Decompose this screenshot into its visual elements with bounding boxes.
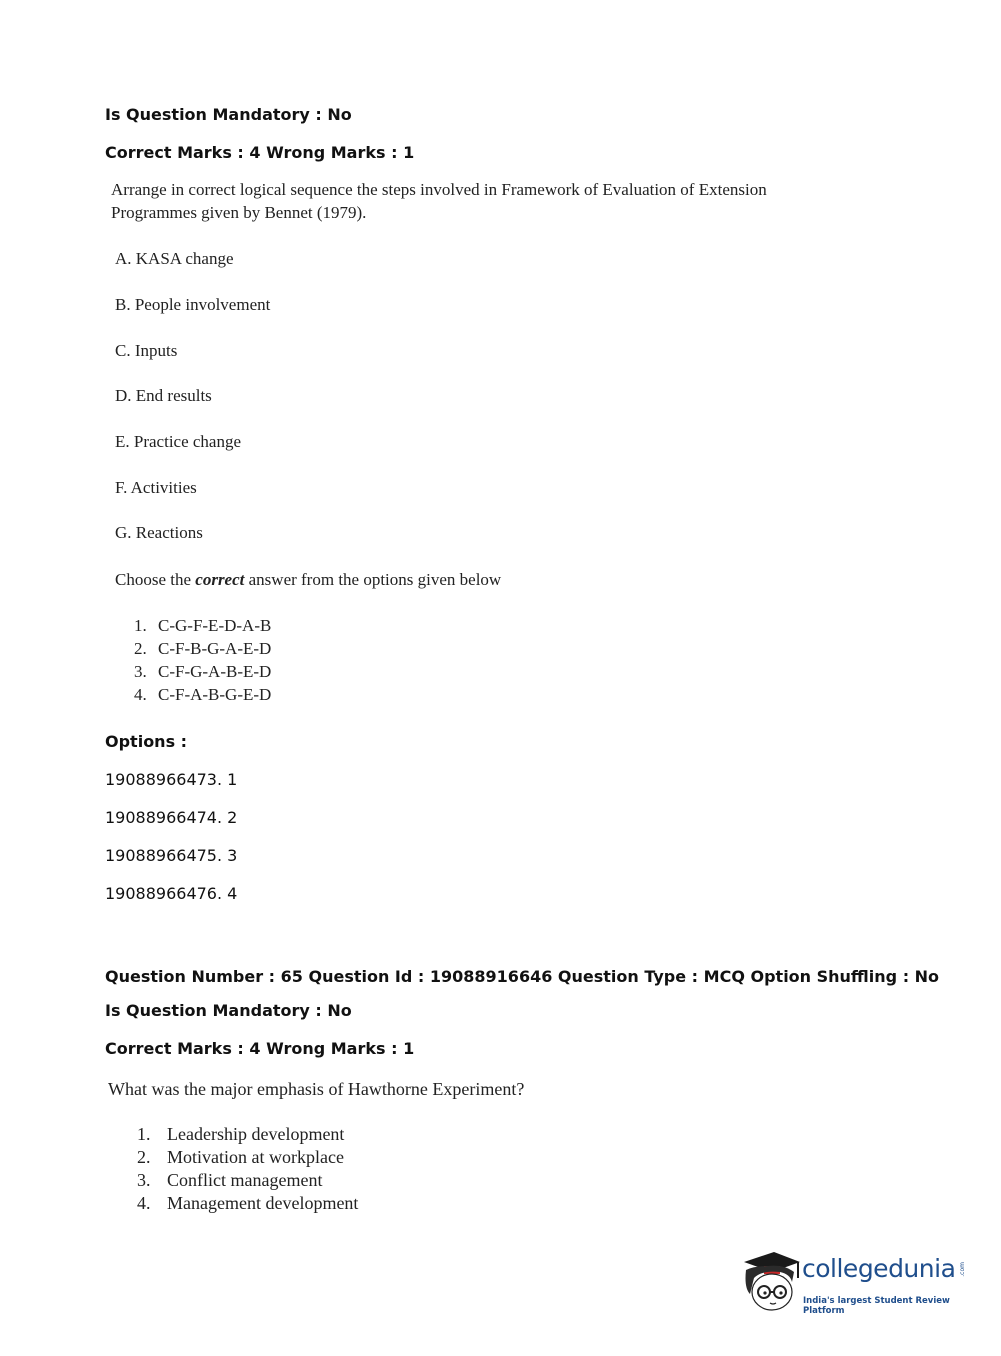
q64-choose-instruction bbox=[115, 570, 501, 590]
choose-emphasis: correct bbox=[195, 570, 245, 589]
answer-text: Motivation at workplace bbox=[167, 1147, 344, 1167]
q65-answer-4 bbox=[137, 1193, 358, 1214]
q65-answer-1 bbox=[137, 1124, 344, 1145]
q64-stem-line1: Arrange in correct logical sequence the steps involved in Framework of Evaluation of Extension bbox=[111, 180, 767, 199]
choose-prefix: Choose the bbox=[115, 570, 196, 589]
answer-text: Leadership development bbox=[167, 1124, 345, 1144]
q64-option-1: 19088966473. 1 bbox=[105, 770, 238, 789]
collegedunia-logo bbox=[740, 1248, 975, 1318]
answer-num: 3. bbox=[134, 662, 147, 681]
q64-option-2: 19088966474. 2 bbox=[105, 808, 238, 827]
q65-stem: What was the major emphasis of Hawthorne Experiment? bbox=[108, 1079, 525, 1099]
logo-suffix: .com bbox=[959, 1262, 966, 1277]
logo-name: collegedunia bbox=[802, 1254, 956, 1283]
q64-answer-4 bbox=[134, 685, 271, 705]
q64-item-d: D. End results bbox=[115, 386, 212, 405]
answer-text: C-F-B-G-A-E-D bbox=[158, 639, 272, 658]
q64-stem-line2: Programmes given by Bennet (1979). bbox=[111, 203, 367, 222]
answer-num: 4. bbox=[137, 1193, 151, 1213]
q65-marks: Correct Marks : 4 Wrong Marks : 1 bbox=[105, 1039, 415, 1058]
q64-options-label: Options : bbox=[105, 732, 188, 751]
answer-num: 1. bbox=[137, 1124, 151, 1144]
q64-answer-3 bbox=[134, 662, 271, 682]
answer-num: 1. bbox=[134, 616, 147, 635]
q64-option-4: 19088966476. 4 bbox=[105, 884, 238, 903]
q65-header: Question Number : 65 Question Id : 19088916646 Question Type : MCQ Option Shuffling : No bbox=[105, 967, 940, 986]
answer-num: 2. bbox=[137, 1147, 151, 1167]
q64-marks: Correct Marks : 4 Wrong Marks : 1 bbox=[105, 143, 415, 162]
mascot-icon bbox=[740, 1248, 800, 1318]
q64-answer-1 bbox=[134, 616, 271, 636]
q65-answer-2 bbox=[137, 1147, 344, 1168]
answer-text: C-F-G-A-B-E-D bbox=[158, 662, 272, 681]
answer-num: 2. bbox=[134, 639, 147, 658]
q64-item-a: A. KASA change bbox=[115, 249, 234, 268]
q65-mandatory: Is Question Mandatory : No bbox=[105, 1001, 352, 1020]
answer-text: Conflict management bbox=[167, 1170, 323, 1190]
logo-tagline: India's largest Student Review Platform bbox=[803, 1296, 950, 1316]
answer-num: 4. bbox=[134, 685, 147, 704]
q65-answer-3 bbox=[137, 1170, 322, 1191]
q64-answer-2 bbox=[134, 639, 271, 659]
answer-num: 3. bbox=[137, 1170, 151, 1190]
q64-mandatory: Is Question Mandatory : No bbox=[105, 105, 352, 124]
q64-item-b: B. People involvement bbox=[115, 295, 271, 314]
answer-text: C-F-A-B-G-E-D bbox=[158, 685, 272, 704]
q64-item-c: C. Inputs bbox=[115, 341, 178, 360]
q64-item-g: G. Reactions bbox=[115, 523, 203, 542]
answer-text: Management development bbox=[167, 1193, 359, 1213]
q64-option-3: 19088966475. 3 bbox=[105, 846, 238, 865]
choose-suffix: answer from the options given below bbox=[244, 570, 502, 589]
q64-item-e: E. Practice change bbox=[115, 432, 242, 451]
q64-item-f: F. Activities bbox=[115, 478, 197, 497]
answer-text: C-G-F-E-D-A-B bbox=[158, 616, 272, 635]
